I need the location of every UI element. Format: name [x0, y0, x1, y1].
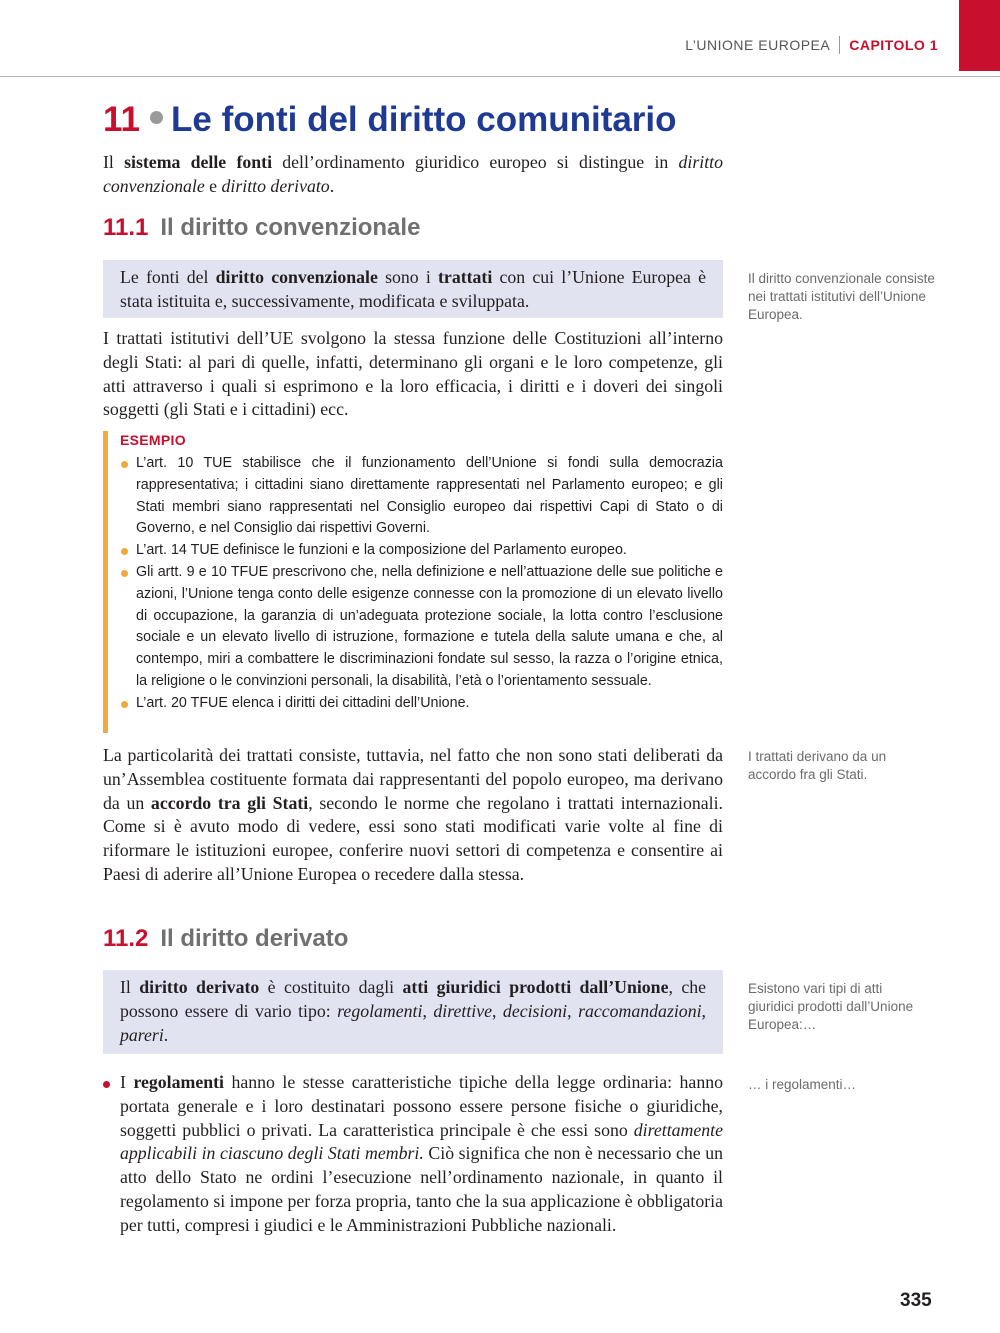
chapter-color-tab — [959, 0, 1000, 71]
margin-note-atti-giuridici: Esistono vari tipi di atti giuridici prodotti dall’Unione Europea:… — [748, 981, 914, 1032]
running-header — [685, 35, 938, 55]
header-divider — [839, 36, 840, 54]
bullet-icon — [121, 701, 128, 708]
example-side-bar — [103, 431, 108, 733]
margin-note-accordo: I trattati derivano da un accordo fra gli Stati. — [748, 749, 887, 782]
margin-note-regolamenti: … i regolamenti… — [748, 1077, 857, 1092]
regolamenti-text: I regolamenti hanno le stesse caratteristiche tipiche della legge ordinaria: hanno portata generale e i loro destinatari possono essere persone fisiche o giuridiche, soggetti pubblici o privati. La caratteristica principale è che essi sono direttamente applicabili in ciascuno degli Stati membri. Ciò significa che non è necessario che un atto dello Stato ne ordini l’esecuzione nell’ordinamento nazionale, in quanto il regolamento si impone per forza propria, tanto che la sua applicazione è obbligatoria per tutti, compresi i giudici e le Amministrazioni Pubbliche nazionali. — [120, 1072, 723, 1235]
bullet-icon — [103, 1081, 110, 1088]
definition-box-derivato: Il diritto derivato è costituito dagli atti giuridici prodotti dall’Unione, che possono essere di vario tipo: regolamenti, direttive, decisioni, raccomandazioni, pareri. — [103, 970, 723, 1054]
page-number: 335 — [900, 1290, 932, 1311]
section-heading-11-1: 11.1 Il diritto convenzionale — [103, 214, 421, 241]
example-item: L’art. 20 TFUE elenca i diritti dei cittadini dell’Unione. — [120, 693, 723, 715]
example-box — [103, 431, 723, 733]
title-bullet-icon — [150, 111, 163, 124]
bullet-icon — [121, 461, 128, 468]
example-item: Gli artt. 9 e 10 TFUE prescrivono che, nella definizione e nell’attuazione delle sue politiche e azioni, l’Unione tenga conto delle esigenze connesse con la promozione di un elevato livello di occupazione, la garanzia di un’adeguata protezione sociale, la lotta contro l’esclusione sociale e un elevato livello di istruzione, formazione e tutela della salute umana e che, al contempo, miri a combattere le discriminazioni fondate sul sesso, la razza o l’origine etnica, la religione o le convinzioni personali, la disabilità, l’età o l’orientamento sessuale. — [120, 562, 723, 693]
paragraph-trattati-istitutivi: I trattati istitutivi dell’UE svolgono la stessa funzione delle Costituzioni all’interno degli Stati: al pari di quelle, infatti, determinano gli organi e le loro competenze, gli atti attraverso i quali si esprimono e la loro efficacia, i diritti e i doveri dei singoli soggetti (gli Stati e i cittadini) ecc. — [103, 328, 723, 420]
section-heading-11-2: 11.2 Il diritto derivato — [103, 925, 349, 952]
bullet-icon — [121, 548, 128, 555]
example-item: L’art. 14 TUE definisce le funzioni e la composizione del Parlamento europeo. — [120, 540, 723, 562]
example-item: L’art. 10 TUE stabilisce che il funzionamento dell’Unione si fondi sulla democrazia rappresentativa; i cittadini siano direttamente rappresentati nel Parlamento europeo; e gli Stati membri siano rappresentati nel Consiglio europeo dai rispettivi Capi di Stato o di Governo, e nel Consiglio dai rispettivi Governi. — [120, 453, 723, 540]
header-section: L’UNIONE EUROPEA — [685, 37, 831, 53]
bullet-icon — [121, 570, 128, 577]
example-list — [120, 453, 723, 715]
title-text: Le fonti del diritto comunitario — [171, 100, 677, 139]
header-rule — [0, 76, 1000, 77]
margin-note-convenzionale: Il diritto convenzionale consiste nei trattati istitutivi dell’Unione Europea. — [748, 271, 935, 322]
title-number: 11 — [103, 100, 140, 139]
example-heading: ESEMPIO — [120, 432, 186, 448]
header-chapter: CAPITOLO 1 — [849, 37, 938, 53]
intro-paragraph: Il sistema delle fonti dell’ordinamento giuridico europeo si distingue in diritto convenzionale e diritto derivato. — [103, 152, 723, 196]
paragraph-particolarita-trattati: La particolarità dei trattati consiste, tuttavia, nel fatto che non sono stati deliberati da un’Assemblea costituente formata dai rappresentanti del popolo europeo, ma derivano da un accordo tra gli Stati, secondo le norme che regolano i trattati internazionali. Come si è avuto modo di vedere, essi sono stati modificati varie volte al fine di riformare le istituzioni europee, conferire nuovi settori di competenza e consentire ai Paesi di aderire all’Unione Europea o recedere dalla stessa. — [103, 745, 723, 884]
page-title — [103, 98, 677, 142]
definition-box-convenzionale: Le fonti del diritto convenzionale sono i trattati con cui l’Unione Europea è stata istituita e, successivamente, modificata e sviluppata. — [103, 260, 723, 318]
list-item-regolamenti — [103, 1071, 723, 1238]
